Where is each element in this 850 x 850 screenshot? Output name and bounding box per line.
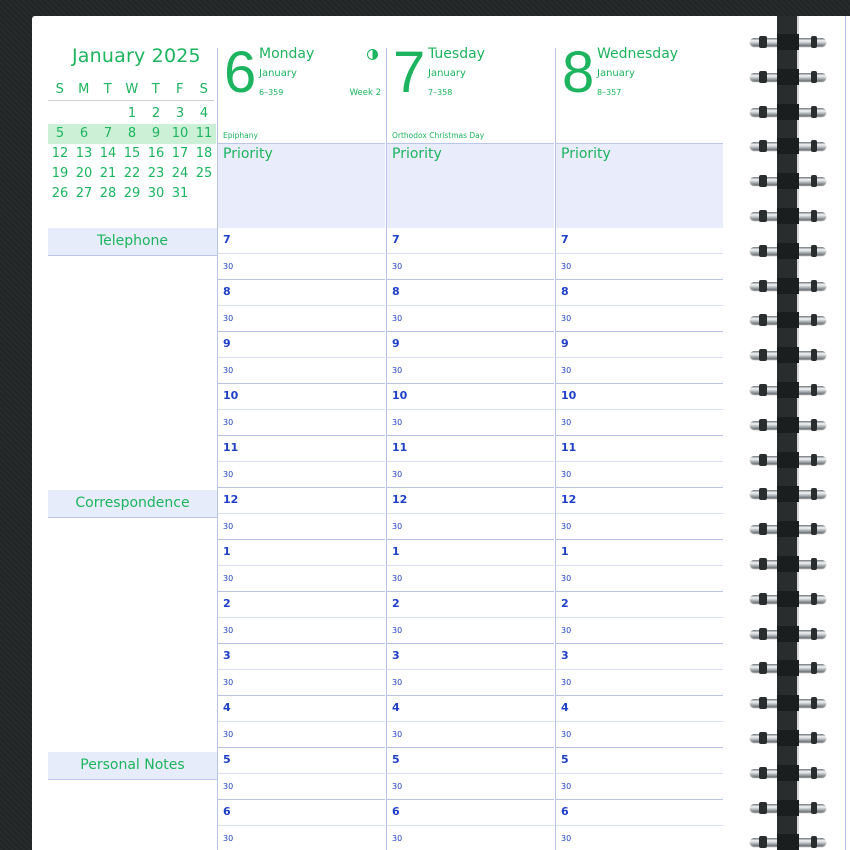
time-label: 30 [561,834,572,843]
spiral-coil-icon [748,104,830,120]
time-label: 1 [223,545,231,558]
spiral-coil-icon [748,208,830,224]
time-label: 11 [223,441,239,454]
time-label: 30 [561,314,572,323]
day-column [217,40,385,850]
time-label: 30 [223,314,234,323]
time-label: 30 [392,730,403,739]
time-label: 30 [392,834,403,843]
priority-label: Priority [561,146,611,162]
time-label: 30 [223,574,234,583]
time-slot[interactable] [556,514,723,540]
mini-calendar-week [48,124,216,144]
spiral-coil-icon [748,173,830,189]
weekday-label: T [151,82,161,97]
time-slot[interactable] [218,384,385,410]
time-label: 30 [392,678,403,687]
mini-calendar-day: 19 [51,166,69,181]
time-slot[interactable] [218,410,385,436]
time-label: 12 [223,493,239,506]
weekday-label: S [199,82,209,97]
time-slot[interactable] [387,436,554,462]
spiral-coil-icon [748,695,830,711]
time-label: 3 [223,649,231,662]
time-slot[interactable] [556,826,723,850]
day-column [555,40,723,850]
time-slot[interactable] [218,488,385,514]
time-slot[interactable] [556,462,723,488]
time-label: 30 [561,782,572,791]
time-label: 30 [223,626,234,635]
mini-calendar-day: 31 [171,186,189,201]
time-slot[interactable] [556,306,723,332]
time-slot[interactable] [387,722,554,748]
time-label: 30 [561,678,572,687]
time-label: 3 [561,649,569,662]
time-slot[interactable] [556,332,723,358]
time-label: 8 [561,285,569,298]
time-label: 11 [392,441,408,454]
mini-calendar-day: 21 [99,166,117,181]
spiral-coil-icon [748,452,830,468]
time-slot[interactable] [218,358,385,384]
mini-calendar-day: 29 [123,186,141,201]
time-slot[interactable] [387,514,554,540]
day-name: Monday [259,46,315,62]
weekday-label: W [125,82,139,97]
time-label: 7 [223,233,231,246]
mini-calendar-weekdays [48,80,216,100]
time-label: 5 [223,753,231,766]
mini-calendar-day: 27 [75,186,93,201]
mini-calendar-day: 7 [103,126,113,141]
time-label: 12 [561,493,577,506]
time-label: 8 [392,285,400,298]
time-slot[interactable] [218,254,385,280]
mini-calendar-day: 5 [55,126,65,141]
time-label: 30 [561,366,572,375]
weekday-label: T [103,82,113,97]
time-slot[interactable] [387,800,554,826]
mini-calendar-day: 10 [171,126,189,141]
holiday-label: Orthodox Christmas Day [392,131,485,140]
time-slot[interactable] [218,306,385,332]
time-slot[interactable] [218,332,385,358]
time-slot[interactable] [387,358,554,384]
holiday-label: Epiphany [223,131,258,140]
time-label: 6 [561,805,569,818]
mini-calendar-day: 6 [79,126,89,141]
time-label: 10 [223,389,239,402]
spiral-coil-icon [748,312,830,328]
mini-calendar-week [48,164,216,184]
day-name: Wednesday [597,46,679,62]
time-label: 30 [392,782,403,791]
time-slot[interactable] [387,592,554,618]
time-slot[interactable] [556,436,723,462]
time-slot[interactable] [218,592,385,618]
mini-calendar-day: 17 [171,146,189,161]
mini-calendar-day: 14 [99,146,117,161]
mini-calendar-day: 2 [151,106,161,121]
time-label: 8 [223,285,231,298]
spiral-coil-icon [748,243,830,259]
day-month: January [597,68,635,79]
time-label: 11 [561,441,577,454]
time-label: 2 [392,597,400,610]
time-slot[interactable] [556,800,723,826]
mini-calendar-day: 28 [99,186,117,201]
priority-label: Priority [223,146,273,162]
spiral-coil-icon [748,800,830,816]
time-label: 30 [392,314,403,323]
time-slot[interactable] [387,462,554,488]
time-label: 1 [392,545,400,558]
first-quarter-moon-icon [367,49,378,60]
time-slots [387,228,554,850]
time-label: 30 [561,418,572,427]
time-label: 30 [392,470,403,479]
time-slot[interactable] [556,280,723,306]
time-label: 2 [561,597,569,610]
correspondence-section-header: Correspondence [48,490,217,518]
weekday-label: F [176,82,184,97]
mini-calendar-day: 26 [51,186,69,201]
weekday-label: M [78,82,90,97]
time-label: 30 [392,626,403,635]
time-label: 10 [392,389,408,402]
time-slot[interactable] [387,566,554,592]
time-slot[interactable] [387,280,554,306]
day-count: 7–358 [428,88,453,97]
day-number: 8 [562,40,595,105]
spiral-coil-icon [748,556,830,572]
time-label: 4 [223,701,231,714]
mini-calendar-day: 1 [127,106,137,121]
day-count: 6–359 [259,88,284,97]
mini-calendar-day: 9 [151,126,161,141]
time-slot[interactable] [387,228,554,254]
spiral-coil-icon [748,138,830,154]
time-slot[interactable] [218,722,385,748]
time-slot[interactable] [387,384,554,410]
mini-calendar-day: 16 [147,146,165,161]
time-label: 30 [223,262,234,271]
time-slot[interactable] [387,696,554,722]
time-label: 6 [392,805,400,818]
spiral-coil-icon [748,521,830,537]
mini-calendar-day: 3 [175,106,185,121]
mini-calendar-day: 18 [195,146,213,161]
spiral-coil-icon [748,834,830,850]
day-month: January [428,68,466,79]
mini-calendar-day: 24 [171,166,189,181]
time-label: 2 [223,597,231,610]
mini-calendar-day: 25 [195,166,213,181]
time-slot[interactable] [218,826,385,850]
mini-calendar-day: 4 [199,106,209,121]
time-slot[interactable] [387,670,554,696]
time-slot[interactable] [556,644,723,670]
time-label: 30 [223,470,234,479]
day-column [386,40,554,850]
time-slot[interactable] [387,644,554,670]
time-slot[interactable] [387,254,554,280]
spiral-coil-icon [748,278,830,294]
priority-box[interactable] [556,143,723,228]
time-label: 3 [392,649,400,662]
time-label: 30 [392,418,403,427]
time-slot[interactable] [556,774,723,800]
time-slot[interactable] [556,748,723,774]
spiral-coil-icon [748,730,830,746]
priority-box[interactable] [387,143,554,228]
time-slot[interactable] [387,306,554,332]
time-slot[interactable] [218,280,385,306]
time-label: 30 [223,730,234,739]
mini-calendar-day: 12 [51,146,69,161]
time-slot[interactable] [218,800,385,826]
time-label: 9 [223,337,231,350]
time-slot[interactable] [218,644,385,670]
time-label: 30 [223,834,234,843]
facing-page-rule [845,16,846,850]
time-slot[interactable] [218,696,385,722]
spiral-coil-icon [748,34,830,50]
time-slot[interactable] [556,592,723,618]
spiral-coil-icon [748,765,830,781]
time-label: 30 [561,262,572,271]
time-slot[interactable] [556,618,723,644]
time-slot[interactable] [556,540,723,566]
time-slot[interactable] [218,228,385,254]
spiral-coil-icon [748,660,830,676]
mini-calendar-week [48,144,216,164]
time-slot[interactable] [387,410,554,436]
mini-calendar-day: 23 [147,166,165,181]
time-label: 30 [223,678,234,687]
time-label: 6 [223,805,231,818]
time-label: 5 [392,753,400,766]
time-label: 30 [392,366,403,375]
time-label: 7 [392,233,400,246]
day-count: 8–357 [597,88,622,97]
time-slot[interactable] [218,618,385,644]
week-number: Week 2 [349,88,381,98]
time-slot[interactable] [556,488,723,514]
mini-calendar-day: 15 [123,146,141,161]
priority-box[interactable] [218,143,385,228]
time-slot[interactable] [387,774,554,800]
time-slot[interactable] [218,566,385,592]
mini-calendar-day: 30 [147,186,165,201]
time-slot[interactable] [556,670,723,696]
time-slot[interactable] [387,488,554,514]
time-label: 30 [392,522,403,531]
mini-calendar-day: 22 [123,166,141,181]
time-slot[interactable] [218,462,385,488]
time-label: 9 [561,337,569,350]
time-slot[interactable] [387,540,554,566]
time-slot[interactable] [556,254,723,280]
time-slot[interactable] [218,774,385,800]
time-label: 10 [561,389,577,402]
mini-calendar-day: 20 [75,166,93,181]
time-slot[interactable] [218,670,385,696]
time-slot[interactable] [218,514,385,540]
time-slot[interactable] [218,436,385,462]
time-slot[interactable] [387,826,554,850]
time-label: 30 [223,522,234,531]
time-label: 4 [392,701,400,714]
time-slot[interactable] [556,722,723,748]
planner-page [32,16,777,850]
telephone-section-header: Telephone [48,228,217,256]
time-label: 30 [392,262,403,271]
day-number: 6 [224,40,257,105]
time-label: 30 [561,730,572,739]
time-label: 30 [561,574,572,583]
time-slot[interactable] [556,696,723,722]
time-slot[interactable] [556,384,723,410]
spiral-coil-icon [748,591,830,607]
time-label: 5 [561,753,569,766]
time-slot[interactable] [556,566,723,592]
mini-calendar-title: January 2025 [72,45,201,67]
time-label: 12 [392,493,408,506]
time-slots [556,228,723,850]
time-slot[interactable] [556,410,723,436]
time-label: 30 [223,782,234,791]
spiral-coil-icon [748,417,830,433]
mini-calendar-week [48,104,216,124]
mini-calendar-week [48,184,216,204]
time-slot[interactable] [387,332,554,358]
mini-calendar-day: 13 [75,146,93,161]
day-number: 7 [393,40,426,105]
spiral-coil-icon [748,347,830,363]
time-label: 30 [223,418,234,427]
time-slot[interactable] [556,228,723,254]
time-slot[interactable] [556,358,723,384]
time-label: 7 [561,233,569,246]
mini-calendar-divider [48,100,214,101]
personal-notes-section-header: Personal Notes [48,752,217,780]
spiral-coil-icon [748,382,830,398]
day-month: January [259,68,297,79]
mini-calendar-day: 8 [127,126,137,141]
time-label: 30 [561,522,572,531]
time-slot[interactable] [387,618,554,644]
time-label: 30 [392,574,403,583]
time-slot[interactable] [218,748,385,774]
time-slot[interactable] [387,748,554,774]
time-slot[interactable] [218,540,385,566]
priority-label: Priority [392,146,442,162]
weekday-label: S [55,82,65,97]
time-label: 1 [561,545,569,558]
spiral-coil-icon [748,626,830,642]
time-label: 30 [561,470,572,479]
time-slots [218,228,385,850]
time-label: 9 [392,337,400,350]
time-label: 30 [223,366,234,375]
mini-calendar-day: 11 [195,126,213,141]
spiral-coil-icon [748,69,830,85]
time-label: 30 [561,626,572,635]
spiral-coil-icon [748,486,830,502]
day-name: Tuesday [428,46,485,62]
time-label: 4 [561,701,569,714]
